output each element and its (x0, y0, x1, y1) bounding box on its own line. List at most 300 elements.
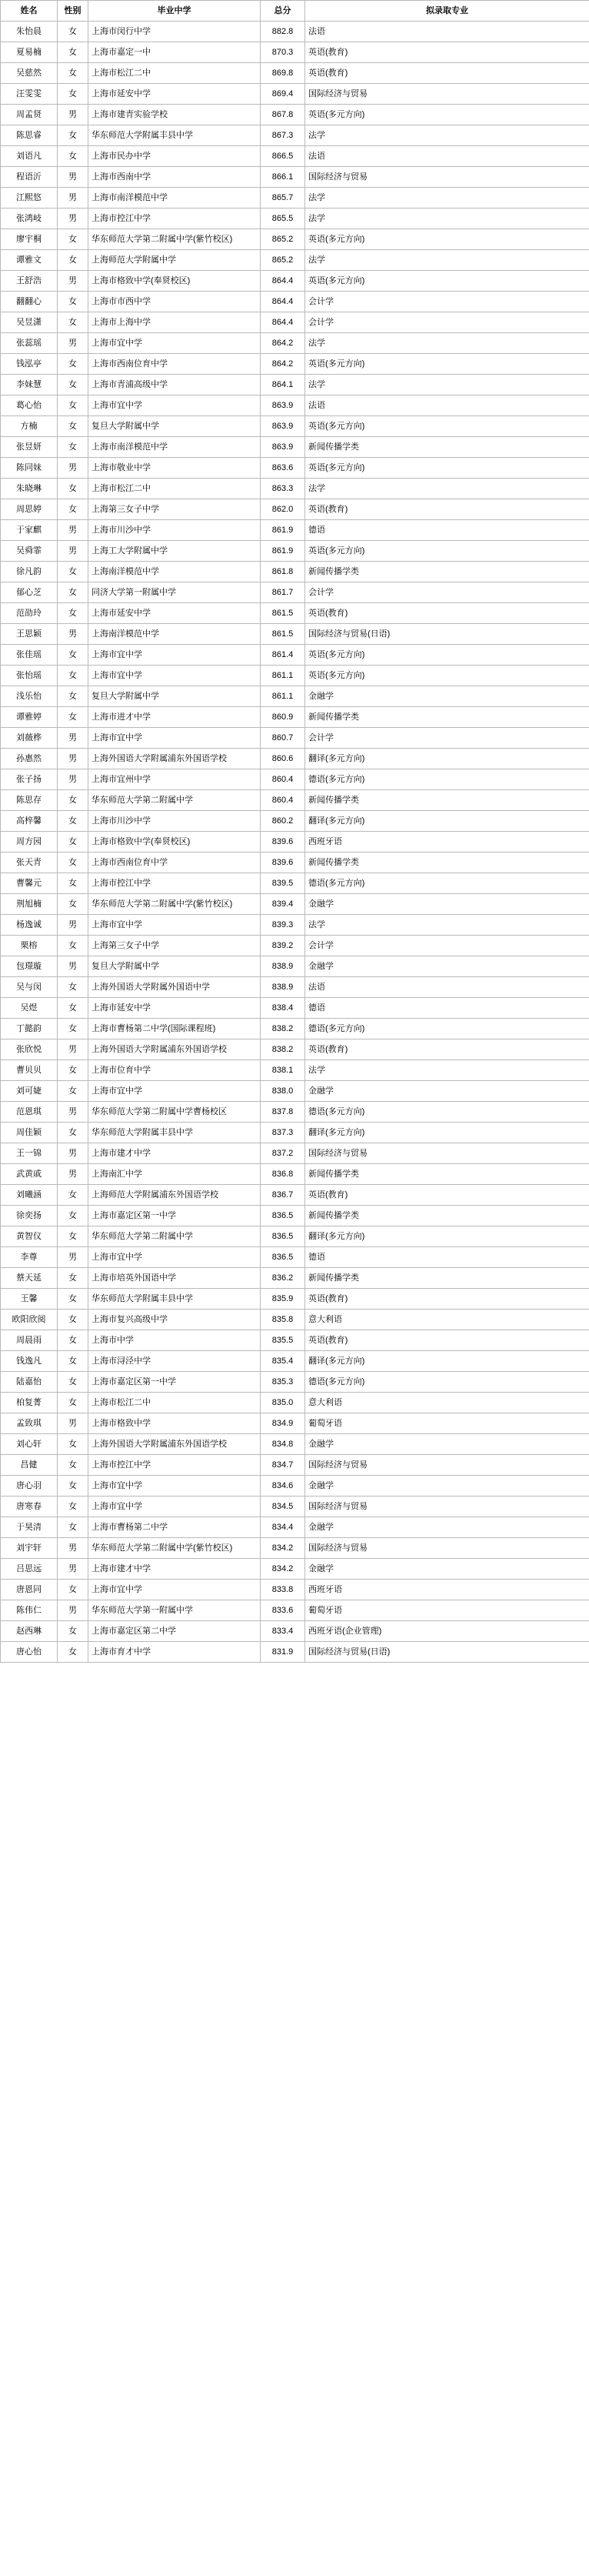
cell-sex: 男 (58, 769, 88, 790)
cell-name: 吕思远 (1, 1559, 58, 1580)
cell-name: 汪雯雯 (1, 84, 58, 105)
cell-score: 839.3 (261, 915, 305, 936)
cell-sex: 男 (58, 1538, 88, 1559)
cell-major: 翻译(多元方向) (305, 1226, 589, 1247)
cell-name: 杨逸诚 (1, 915, 58, 936)
cell-sex: 女 (58, 1621, 88, 1642)
cell-major: 金融学 (305, 956, 589, 977)
cell-sex: 女 (58, 63, 88, 84)
cell-school: 上海南洋模范中学 (88, 562, 261, 582)
cell-score: 835.5 (261, 1330, 305, 1351)
cell-name: 刘曦涵 (1, 1185, 58, 1206)
table-row (1, 188, 589, 209)
cell-major: 法学 (305, 188, 589, 209)
cell-score: 863.9 (261, 416, 305, 437)
cell-school: 上海市宜中学 (88, 1497, 261, 1517)
cell-school: 上海市宜中学 (88, 1247, 261, 1268)
cell-major: 法学 (305, 333, 589, 354)
table-row (1, 1206, 589, 1226)
table-row (1, 1497, 589, 1517)
cell-school: 上海市位育中学 (88, 1060, 261, 1081)
cell-name: 张欣悦 (1, 1039, 58, 1060)
cell-school: 华东师范大学第二附属中学(紫竹校区) (88, 229, 261, 250)
cell-score: 839.2 (261, 936, 305, 956)
cell-major: 德语(多元方向) (305, 769, 589, 790)
cell-major: 英语(多元方向) (305, 645, 589, 666)
cell-name: 吴舜霏 (1, 541, 58, 562)
cell-major: 翻译(多元方向) (305, 811, 589, 832)
cell-sex: 女 (58, 1642, 88, 1663)
cell-major: 法学 (305, 209, 589, 229)
cell-score: 870.3 (261, 42, 305, 63)
cell-name: 刘可婕 (1, 1081, 58, 1102)
cell-score: 864.2 (261, 354, 305, 375)
cell-major: 金融学 (305, 1081, 589, 1102)
cell-sex: 男 (58, 1164, 88, 1185)
cell-major: 西班牙语(企业管理) (305, 1621, 589, 1642)
cell-name: 钱泓亭 (1, 354, 58, 375)
cell-major: 英语(多元方向) (305, 354, 589, 375)
cell-school: 上海市西南位育中学 (88, 853, 261, 873)
cell-sex: 女 (58, 146, 88, 167)
cell-name: 周晨雨 (1, 1330, 58, 1351)
cell-major: 英语(多元方向) (305, 105, 589, 125)
table-row (1, 832, 589, 853)
cell-sex: 女 (58, 1434, 88, 1455)
cell-name: 刘宇轩 (1, 1538, 58, 1559)
cell-name: 范劭玲 (1, 603, 58, 624)
cell-major: 新闻传播学类 (305, 790, 589, 811)
cell-score: 864.4 (261, 271, 305, 292)
cell-name: 朱怡晨 (1, 22, 58, 42)
cell-score: 838.2 (261, 1019, 305, 1039)
cell-score: 864.4 (261, 292, 305, 312)
cell-school: 复旦大学附属中学 (88, 686, 261, 707)
cell-school: 上海南洋模范中学 (88, 624, 261, 645)
cell-score: 866.5 (261, 146, 305, 167)
table-row (1, 1330, 589, 1351)
cell-name: 朱晓琳 (1, 479, 58, 499)
cell-name: 张子扬 (1, 769, 58, 790)
cell-major: 德语(多元方向) (305, 873, 589, 894)
cell-sex: 女 (58, 395, 88, 416)
cell-score: 864.4 (261, 312, 305, 333)
table-row (1, 1039, 589, 1060)
cell-major: 翻译(多元方向) (305, 1351, 589, 1372)
column-header-score: 总分 (261, 1, 305, 22)
cell-sex: 女 (58, 1289, 88, 1310)
table-row (1, 915, 589, 936)
cell-score: 834.2 (261, 1538, 305, 1559)
cell-major: 新闻传播学类 (305, 1206, 589, 1226)
cell-sex: 女 (58, 312, 88, 333)
table-row (1, 873, 589, 894)
cell-score: 838.2 (261, 1039, 305, 1060)
cell-sex: 女 (58, 1476, 88, 1497)
cell-sex: 男 (58, 209, 88, 229)
cell-score: 836.8 (261, 1164, 305, 1185)
cell-name: 高梓馨 (1, 811, 58, 832)
cell-sex: 女 (58, 1226, 88, 1247)
table-row (1, 458, 589, 479)
cell-score: 834.8 (261, 1434, 305, 1455)
cell-name: 柏复菁 (1, 1393, 58, 1413)
cell-school: 上海市嘉定一中 (88, 42, 261, 63)
cell-score: 833.6 (261, 1600, 305, 1621)
cell-score: 838.0 (261, 1081, 305, 1102)
cell-name: 张天青 (1, 853, 58, 873)
cell-school: 华东师范大学附属丰县中学 (88, 1123, 261, 1143)
cell-score: 861.5 (261, 603, 305, 624)
cell-school: 上海市控江中学 (88, 873, 261, 894)
cell-sex: 女 (58, 562, 88, 582)
cell-score: 882.8 (261, 22, 305, 42)
table-row (1, 1642, 589, 1663)
cell-score: 835.0 (261, 1393, 305, 1413)
cell-sex: 女 (58, 229, 88, 250)
table-row (1, 416, 589, 437)
cell-school: 上海市控江中学 (88, 209, 261, 229)
cell-school: 上海市西南中学 (88, 167, 261, 188)
table-row (1, 520, 589, 541)
table-row (1, 1455, 589, 1476)
cell-major: 法学 (305, 479, 589, 499)
cell-name: 李尊 (1, 1247, 58, 1268)
cell-name: 欧阳欣阅 (1, 1310, 58, 1330)
cell-sex: 男 (58, 188, 88, 209)
table-row (1, 167, 589, 188)
cell-name: 王馨 (1, 1289, 58, 1310)
cell-major: 法学 (305, 125, 589, 146)
table-row (1, 229, 589, 250)
table-row (1, 541, 589, 562)
cell-score: 838.9 (261, 956, 305, 977)
cell-school: 上海市南洋模范中学 (88, 437, 261, 458)
cell-school: 上海第三女子中学 (88, 936, 261, 956)
cell-school: 华东师范大学附属丰县中学 (88, 125, 261, 146)
cell-score: 831.9 (261, 1642, 305, 1663)
cell-school: 上海市建才中学 (88, 1143, 261, 1164)
cell-name: 唐心怡 (1, 1642, 58, 1663)
cell-score: 838.4 (261, 998, 305, 1019)
cell-major: 西班牙语 (305, 832, 589, 853)
cell-score: 865.2 (261, 250, 305, 271)
cell-school: 上海市进才中学 (88, 707, 261, 728)
cell-major: 法语 (305, 22, 589, 42)
cell-major: 新闻传播学类 (305, 707, 589, 728)
cell-score: 834.5 (261, 1497, 305, 1517)
cell-score: 863.9 (261, 437, 305, 458)
cell-school: 上海师范大学附属浦东外国语学校 (88, 1185, 261, 1206)
cell-name: 昌健 (1, 1455, 58, 1476)
cell-major: 德语(多元方向) (305, 1372, 589, 1393)
cell-school: 上海市西南位育中学 (88, 354, 261, 375)
cell-sex: 男 (58, 1247, 88, 1268)
cell-major: 国际经济与贸易 (305, 1538, 589, 1559)
cell-school: 上海工大学附属中学 (88, 541, 261, 562)
cell-school: 上海市延安中学 (88, 998, 261, 1019)
cell-school: 上海市延安中学 (88, 603, 261, 624)
cell-name: 郁心芝 (1, 582, 58, 603)
cell-school: 上海外国语大学附属浦东外国语学校 (88, 1434, 261, 1455)
cell-sex: 女 (58, 1123, 88, 1143)
cell-score: 835.3 (261, 1372, 305, 1393)
cell-school: 上海市格致中学(奉贤校区) (88, 832, 261, 853)
table-body (1, 22, 589, 1663)
cell-name: 陈同妹 (1, 458, 58, 479)
cell-score: 865.5 (261, 209, 305, 229)
cell-sex: 女 (58, 437, 88, 458)
cell-score: 860.4 (261, 769, 305, 790)
table-row (1, 811, 589, 832)
table-header (1, 1, 589, 22)
cell-name: 张蕊瑶 (1, 333, 58, 354)
cell-sex: 男 (58, 1413, 88, 1434)
cell-sex: 女 (58, 416, 88, 437)
cell-name: 唐心羽 (1, 1476, 58, 1497)
table-row (1, 582, 589, 603)
cell-sex: 女 (58, 1497, 88, 1517)
cell-sex: 男 (58, 1143, 88, 1164)
cell-sex: 女 (58, 125, 88, 146)
table-row (1, 375, 589, 395)
cell-score: 861.7 (261, 582, 305, 603)
cell-name: 翻翻心 (1, 292, 58, 312)
cell-score: 861.1 (261, 686, 305, 707)
table-row (1, 853, 589, 873)
cell-school: 上海市宜中学 (88, 666, 261, 686)
cell-major: 法学 (305, 915, 589, 936)
cell-school: 上海市闵行中学 (88, 22, 261, 42)
cell-major: 法学 (305, 375, 589, 395)
column-header-major: 拟录取专业 (305, 1, 589, 22)
cell-sex: 女 (58, 1310, 88, 1330)
cell-name: 曹馨元 (1, 873, 58, 894)
cell-major: 西班牙语 (305, 1580, 589, 1600)
table-row (1, 728, 589, 749)
cell-sex: 女 (58, 811, 88, 832)
cell-name: 李妹慧 (1, 375, 58, 395)
cell-school: 上海市川沙中学 (88, 520, 261, 541)
cell-school: 上海市嘉定区第一中学 (88, 1372, 261, 1393)
table-row (1, 63, 589, 84)
table-row (1, 749, 589, 769)
table-row (1, 1143, 589, 1164)
cell-sex: 女 (58, 1580, 88, 1600)
cell-major: 德语 (305, 1247, 589, 1268)
cell-score: 867.3 (261, 125, 305, 146)
cell-major: 英语(多元方向) (305, 416, 589, 437)
cell-school: 上海市曹杨第二中学(国际课程班) (88, 1019, 261, 1039)
cell-sex: 女 (58, 1060, 88, 1081)
cell-sex: 男 (58, 1600, 88, 1621)
cell-major: 意大利语 (305, 1310, 589, 1330)
cell-name: 陈伟仁 (1, 1600, 58, 1621)
cell-score: 835.4 (261, 1351, 305, 1372)
cell-school: 上海市复兴高级中学 (88, 1310, 261, 1330)
cell-score: 837.2 (261, 1143, 305, 1164)
cell-score: 862.0 (261, 499, 305, 520)
cell-name: 于家麒 (1, 520, 58, 541)
table-row (1, 1517, 589, 1538)
table-row (1, 894, 589, 915)
cell-sex: 女 (58, 894, 88, 915)
cell-major: 会计学 (305, 582, 589, 603)
cell-school: 上海市市西中学 (88, 292, 261, 312)
table-row (1, 1123, 589, 1143)
cell-name: 范恩琪 (1, 1102, 58, 1123)
cell-school: 上海市南洋模范中学 (88, 188, 261, 209)
cell-sex: 女 (58, 292, 88, 312)
table-row (1, 1393, 589, 1413)
cell-name: 孟致琪 (1, 1413, 58, 1434)
cell-major: 国际经济与贸易(日语) (305, 1642, 589, 1663)
cell-sex: 女 (58, 686, 88, 707)
cell-major: 英语(教育) (305, 1289, 589, 1310)
table-row (1, 1164, 589, 1185)
cell-score: 860.2 (261, 811, 305, 832)
cell-score: 861.9 (261, 541, 305, 562)
cell-score: 834.6 (261, 1476, 305, 1497)
cell-sex: 女 (58, 1517, 88, 1538)
table-row (1, 1060, 589, 1081)
cell-name: 王舒浩 (1, 271, 58, 292)
cell-sex: 男 (58, 333, 88, 354)
cell-major: 英语(多元方向) (305, 666, 589, 686)
cell-score: 835.8 (261, 1310, 305, 1330)
cell-score: 864.1 (261, 375, 305, 395)
cell-school: 华东师范大学第二附属中学 (88, 1226, 261, 1247)
cell-school: 上海市曹杨第二中学 (88, 1517, 261, 1538)
cell-sex: 女 (58, 1393, 88, 1413)
cell-score: 836.7 (261, 1185, 305, 1206)
table-row (1, 1413, 589, 1434)
cell-school: 上海市控江中学 (88, 1455, 261, 1476)
cell-name: 唐恩同 (1, 1580, 58, 1600)
cell-major: 金融学 (305, 686, 589, 707)
cell-major: 会计学 (305, 728, 589, 749)
table-row (1, 624, 589, 645)
cell-name: 荆旭楠 (1, 894, 58, 915)
table-row (1, 42, 589, 63)
cell-school: 华东师范大学第一附属中学 (88, 1600, 261, 1621)
table-row (1, 499, 589, 520)
cell-school: 上海市宜中学 (88, 1580, 261, 1600)
cell-sex: 男 (58, 956, 88, 977)
cell-major: 英语(教育) (305, 63, 589, 84)
cell-major: 英语(教育) (305, 42, 589, 63)
cell-score: 836.5 (261, 1247, 305, 1268)
cell-school: 上海市培英外国语中学 (88, 1268, 261, 1289)
cell-sex: 女 (58, 1268, 88, 1289)
cell-major: 德语(多元方向) (305, 1102, 589, 1123)
cell-score: 860.7 (261, 728, 305, 749)
cell-major: 金融学 (305, 1476, 589, 1497)
table-row (1, 769, 589, 790)
cell-sex: 男 (58, 1559, 88, 1580)
table-row (1, 1247, 589, 1268)
cell-name: 陆嘉怡 (1, 1372, 58, 1393)
cell-sex: 女 (58, 42, 88, 63)
cell-school: 上海第三女子中学 (88, 499, 261, 520)
table-row (1, 312, 589, 333)
cell-score: 866.1 (261, 167, 305, 188)
cell-school: 上海市格致中学(奉贤校区) (88, 271, 261, 292)
cell-sex: 女 (58, 499, 88, 520)
cell-sex: 女 (58, 790, 88, 811)
cell-school: 复旦大学附属中学 (88, 956, 261, 977)
cell-major: 英语(教育) (305, 1185, 589, 1206)
cell-name: 程语沂 (1, 167, 58, 188)
cell-major: 会计学 (305, 312, 589, 333)
cell-sex: 女 (58, 873, 88, 894)
cell-name: 于昊清 (1, 1517, 58, 1538)
cell-score: 869.4 (261, 84, 305, 105)
cell-school: 上海市中学 (88, 1330, 261, 1351)
cell-name: 孙惠然 (1, 749, 58, 769)
table-row (1, 562, 589, 582)
cell-name: 曹贝贝 (1, 1060, 58, 1081)
cell-name: 刘语凡 (1, 146, 58, 167)
cell-sex: 女 (58, 84, 88, 105)
cell-name: 周思婷 (1, 499, 58, 520)
table-row (1, 250, 589, 271)
table-row (1, 1226, 589, 1247)
cell-major: 葡萄牙语 (305, 1413, 589, 1434)
column-header-name: 姓名 (1, 1, 58, 22)
cell-score: 838.1 (261, 1060, 305, 1081)
cell-sex: 男 (58, 915, 88, 936)
cell-score: 863.3 (261, 479, 305, 499)
cell-major: 新闻传播学类 (305, 437, 589, 458)
cell-sex: 女 (58, 645, 88, 666)
table-row (1, 105, 589, 125)
cell-name: 王一锦 (1, 1143, 58, 1164)
cell-school: 上海南汇中学 (88, 1164, 261, 1185)
cell-school: 同济大学第一附属中学 (88, 582, 261, 603)
table-row (1, 1372, 589, 1393)
cell-sex: 女 (58, 977, 88, 998)
cell-school: 上海市育才中学 (88, 1642, 261, 1663)
cell-major: 金融学 (305, 1517, 589, 1538)
cell-sex: 女 (58, 853, 88, 873)
cell-score: 834.9 (261, 1413, 305, 1434)
cell-school: 上海师范大学附属中学 (88, 250, 261, 271)
cell-sex: 女 (58, 1019, 88, 1039)
cell-major: 德语(多元方向) (305, 1019, 589, 1039)
cell-score: 865.2 (261, 229, 305, 250)
table-row (1, 1580, 589, 1600)
table-row (1, 977, 589, 998)
cell-name: 吴煜 (1, 998, 58, 1019)
cell-score: 836.2 (261, 1268, 305, 1289)
table-row (1, 84, 589, 105)
cell-major: 国际经济与贸易 (305, 84, 589, 105)
cell-school: 上海市宜中学 (88, 645, 261, 666)
cell-score: 869.8 (261, 63, 305, 84)
cell-name: 浅乐怡 (1, 686, 58, 707)
cell-name: 包璟璇 (1, 956, 58, 977)
table-row (1, 1081, 589, 1102)
cell-name: 刘心轩 (1, 1434, 58, 1455)
cell-major: 国际经济与贸易(日语) (305, 624, 589, 645)
cell-sex: 男 (58, 1102, 88, 1123)
table-row (1, 1268, 589, 1289)
cell-sex: 男 (58, 105, 88, 125)
cell-sex: 男 (58, 458, 88, 479)
cell-major: 意大利语 (305, 1393, 589, 1413)
cell-name: 周方园 (1, 832, 58, 853)
